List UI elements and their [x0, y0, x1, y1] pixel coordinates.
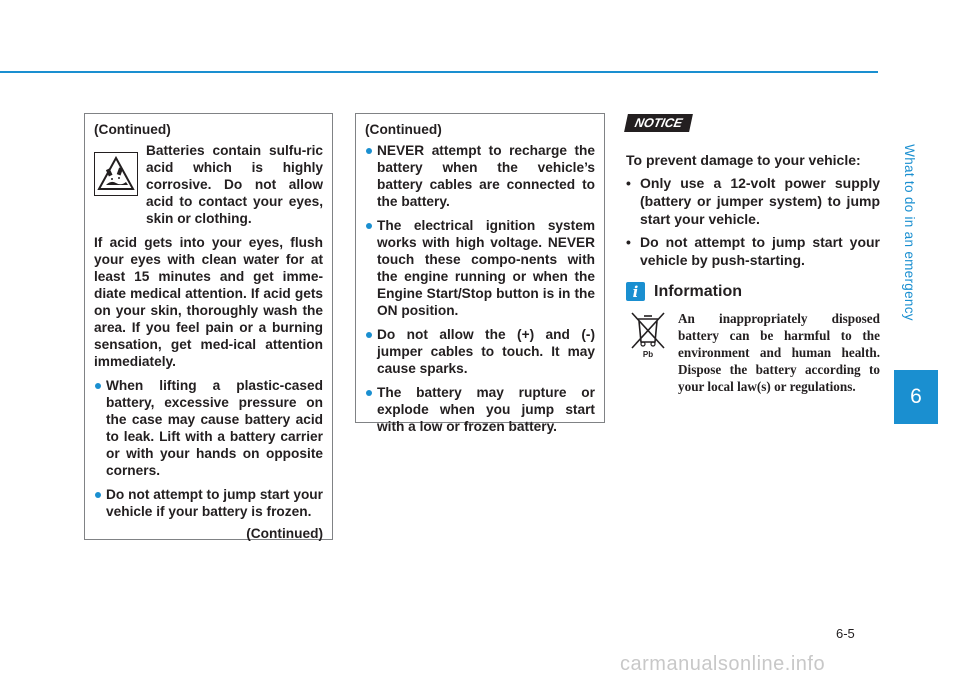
warning-box-continued-2	[355, 113, 605, 434]
list-item: NEVER attempt to recharge the battery when the vehicle’s battery cables are connected to the battery.	[365, 142, 595, 210]
pb-label: Pb	[642, 350, 654, 358]
information-header	[626, 282, 880, 301]
acid-hazard-icon	[94, 152, 138, 196]
warning-list-1	[94, 377, 323, 520]
notice-list	[626, 174, 880, 269]
notice-lead: To prevent damage to your vehicle:	[626, 152, 861, 168]
acid-first-aid-text: If acid gets into your eyes, flush your eyes with clean water for at least 15 minutes and get imme-diate medical attention. If acid gets on your skin, thoroughly wash the area. If you feel pain or a burning sensation, get med-ical attention immediately.	[94, 235, 323, 369]
information-title: Information	[654, 282, 742, 300]
list-item: • Only use a 12-volt power supply (battery or jumper system) to jump start your vehicle.	[626, 174, 880, 228]
information-text: An inappropriately disposed battery can be harmful to the environment and human health. Dispose the battery according to your local law(s) or regulations.	[678, 311, 880, 394]
acid-warning	[94, 142, 323, 227]
watermark: carmanualsonline.info	[620, 653, 826, 675]
list-item: The battery may rupture or explode when you jump start with a low or frozen battery.	[365, 384, 595, 435]
notice-column	[626, 114, 880, 395]
list-item: When lifting a plastic-cased battery, excessive pressure on the case may cause battery acid to leak. Lift with a battery carrier or with your hands on opposite corners.	[94, 377, 323, 479]
crossed-bin-pb-icon	[626, 310, 670, 358]
header-rule	[0, 71, 878, 73]
continued-label: (Continued)	[246, 526, 323, 541]
continued-label: (Continued)	[94, 122, 171, 137]
acid-warning-text: Batteries contain sulfu-ric acid which is highly corrosive. Do not allow acid to contact your eyes, skin or clothing.	[146, 143, 323, 226]
information-icon: i	[626, 282, 645, 301]
chapter-tab[interactable]: 6	[894, 370, 938, 424]
list-item: Do not allow the (+) and (-) jumper cables to touch. It may cause sparks.	[365, 326, 595, 377]
continued-label: (Continued)	[365, 122, 442, 137]
warning-list-2	[365, 142, 595, 435]
notice-badge: NOTICE	[624, 114, 693, 132]
information-body	[626, 310, 880, 395]
list-item: • Do not attempt to jump start your vehicle by push-starting.	[626, 233, 880, 269]
warning-box-continued-1	[84, 113, 333, 540]
section-title: What to do in an emergency	[901, 143, 917, 321]
list-item: The electrical ignition system works with high voltage. NEVER touch these compo-nents with the engine running or when the Engine Start/Stop button is in the ON position.	[365, 217, 595, 319]
section-side-label	[894, 92, 924, 372]
list-item: Do not attempt to jump start your vehicle if your battery is frozen.	[94, 486, 323, 520]
page-number: 6-5	[836, 626, 855, 641]
